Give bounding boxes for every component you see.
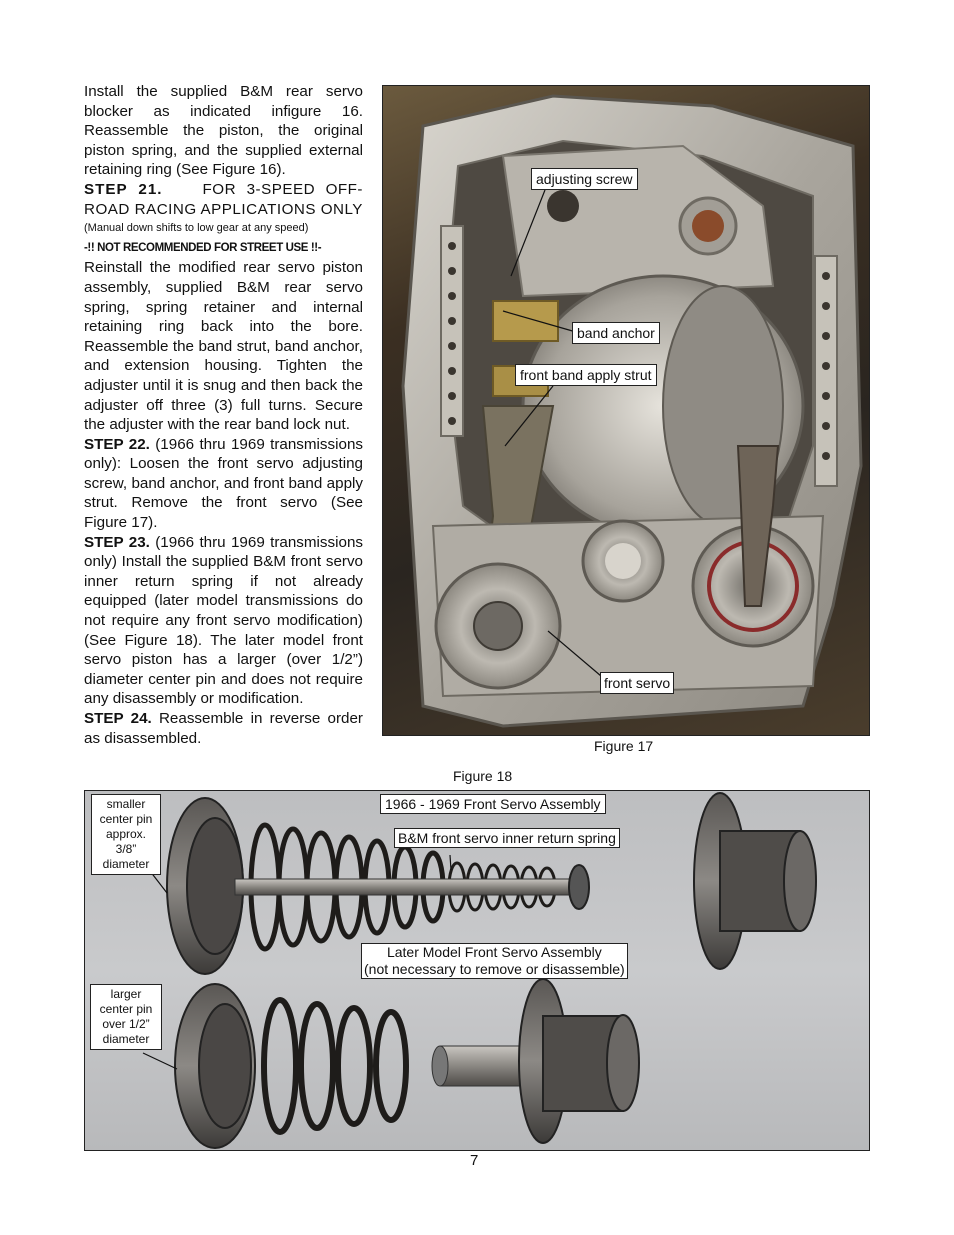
label-adjusting-screw: adjusting screw	[531, 168, 638, 190]
label-1966-1969-front-servo-assembly: 1966 - 1969 Front Servo Assembly	[380, 794, 606, 814]
step-24	[84, 709, 363, 748]
label-later-model-line2: (not necessary to remove or disassemble)	[364, 961, 625, 977]
label-later-model-front-servo-assembly	[361, 943, 628, 979]
step-22	[84, 435, 363, 533]
step-23-text: (1966 thru 1969 transmissions only) Install the supplied B&M front servo inner return spring if not already equipped (later model transmissions do not require any front servo modification) (See Figure 18). The later model front servo piston has a larger (over 1/2”) diameter center pin and does not require any disassembly or modification.	[84, 533, 363, 708]
step-23	[84, 533, 363, 709]
step-23-label: STEP 23.	[84, 533, 150, 551]
page-number: 7	[470, 1152, 479, 1169]
step-21-text: Reinstall the modified rear servo piston assembly, supplied B&M rear servo spring, spring retainer and internal retaining ring back into the bore. Reassemble the band strut, band anchor, and extension housing. Tighten the adjuster until it is snug and then back the adjuster off three (3) full turns. Secure the adjuster with the rear band lock nut.	[84, 259, 363, 434]
figure-18-photo	[84, 790, 870, 1151]
step-21-note: (Manual down shifts to low gear at any speed)	[84, 222, 309, 235]
label-front-band-apply-strut: front band apply strut	[515, 364, 657, 386]
label-smaller-center-pin: smaller center pin approx. 3/8” diameter	[91, 794, 161, 875]
label-inner-return-spring: B&M front servo inner return spring	[394, 828, 620, 848]
paragraph-intro: Install the supplied B&M rear servo blocker as indicated infigure 16. Reassemble the piston, the original piston spring, and the supplied external retaining ring (See Figure 16).	[84, 83, 363, 179]
step-21-heading-text: FOR 3-SPEED OFF-ROAD RACING APPLICATIONS ONLY	[84, 180, 363, 218]
figure-18-caption: Figure 18	[453, 768, 513, 784]
step-21-heading	[84, 180, 363, 219]
label-band-anchor: band anchor	[572, 322, 660, 344]
label-front-servo: front servo	[600, 672, 674, 694]
label-larger-center-pin: larger center pin over 1/2” diameter	[90, 984, 162, 1050]
step-22-text: (1966 thru 1969 transmissions only): Loosen the front servo adjusting screw, band anchor, and front band apply strut. Remove the front servo (See Figure 17).	[84, 435, 363, 532]
step-24-label: STEP 24.	[84, 710, 152, 727]
step-21-label: STEP 21.	[84, 180, 163, 198]
label-later-model-line1: Later Model Front Servo Assembly	[386, 944, 602, 960]
figure-17-photo	[382, 85, 870, 736]
step-22-label: STEP 22.	[84, 435, 150, 453]
step-21-warning: -!! NOT RECOMMENDED FOR STREET USE !!-	[84, 241, 322, 254]
figure-17-caption: Figure 17	[594, 738, 654, 754]
step-24-text: Reassemble in reverse order as disassembled.	[84, 710, 363, 747]
body-text-column	[84, 82, 363, 748]
